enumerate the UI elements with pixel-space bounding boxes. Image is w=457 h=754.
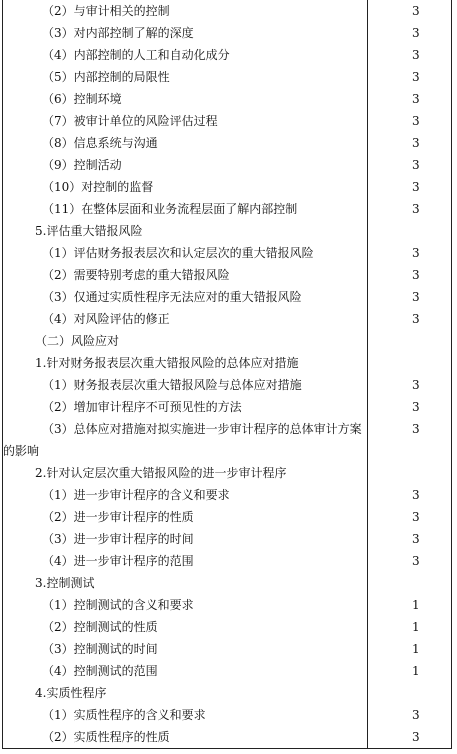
table-row: [3, 176, 451, 198]
level-cell: 3: [412, 708, 420, 722]
table-row: [3, 528, 451, 550]
level-cell: 3: [412, 180, 420, 194]
table-row: [3, 66, 451, 88]
table-row: [3, 594, 451, 616]
topic-cell: （4）进一步审计程序的范围: [3, 550, 368, 572]
topic-cell: （9）控制活动: [3, 154, 368, 176]
table-row: [3, 44, 451, 66]
level-cell: 3: [412, 554, 420, 568]
table-row: [3, 704, 451, 726]
table-row: [3, 308, 451, 330]
topic-text: （3）总体应对措施对拟实施进一步审计程序的总体审计方案的影响: [3, 422, 362, 458]
topic-cell: [3, 418, 368, 462]
level-cell: [368, 330, 451, 352]
table-row: [3, 242, 451, 264]
table-row: [3, 396, 451, 418]
level-cell: 3: [412, 290, 420, 304]
table-row: [3, 484, 451, 506]
topic-cell: 5.评估重大错报风险: [3, 220, 368, 242]
level-cell: 1: [412, 642, 420, 656]
level-cell: 3: [412, 4, 420, 18]
level-cell: 3: [412, 48, 420, 62]
topic-cell: （3）进一步审计程序的时间: [3, 528, 368, 550]
level-cell: [368, 352, 451, 374]
topic-cell: 4.实质性程序: [3, 682, 368, 704]
level-cell: 3: [412, 26, 420, 40]
level-cell: 3: [412, 488, 420, 502]
topic-cell: （6）控制环境: [3, 88, 368, 110]
level-cell: 3: [412, 70, 420, 84]
topic-cell: （2）实质性程序的性质: [3, 726, 368, 748]
table-row: [3, 418, 451, 462]
topic-cell: （二）风险应对: [3, 330, 368, 352]
topic-cell: （7）被审计单位的风险评估过程: [3, 110, 368, 132]
table-row: [3, 88, 451, 110]
topic-cell: （1）控制测试的含义和要求: [3, 594, 368, 616]
topic-cell: 3.控制测试: [3, 572, 368, 594]
topic-cell: （1）实质性程序的含义和要求: [3, 704, 368, 726]
level-cell: 3: [412, 422, 420, 436]
topic-cell: （2）进一步审计程序的性质: [3, 506, 368, 528]
syllabus-table: [2, 0, 452, 749]
topic-cell: （3）控制测试的时间: [3, 638, 368, 660]
topic-cell: （1）进一步审计程序的含义和要求: [3, 484, 368, 506]
topic-cell: （4）控制测试的范围: [3, 660, 368, 682]
level-cell: 3: [412, 114, 420, 128]
table-row: [3, 198, 451, 220]
table-row: [3, 660, 451, 682]
table-row: [3, 264, 451, 286]
level-cell: 3: [412, 378, 420, 392]
table-row: [3, 286, 451, 308]
table-row: [3, 0, 451, 22]
table-row: [3, 132, 451, 154]
topic-cell: （8）信息系统与沟通: [3, 132, 368, 154]
topic-cell: （1）评估财务报表层次和认定层次的重大错报风险: [3, 242, 368, 264]
level-cell: 3: [412, 730, 420, 744]
level-cell: 3: [412, 268, 420, 282]
table-row: [3, 154, 451, 176]
topic-cell: （4）内部控制的人工和自动化成分: [3, 44, 368, 66]
level-cell: 3: [412, 92, 420, 106]
level-cell: [368, 572, 451, 594]
level-cell: 1: [412, 620, 420, 634]
topic-cell: （3）对内部控制了解的深度: [3, 22, 368, 44]
table-row: [3, 572, 451, 594]
level-cell: 3: [412, 312, 420, 326]
table-row: [3, 220, 451, 242]
level-cell: 3: [412, 532, 420, 546]
topic-cell: （4）对风险评估的修正: [3, 308, 368, 330]
level-cell: 3: [412, 136, 420, 150]
topic-cell: 1.针对财务报表层次重大错报风险的总体应对措施: [3, 352, 368, 374]
table-row: [3, 616, 451, 638]
table-row: [3, 374, 451, 396]
level-cell: 3: [412, 246, 420, 260]
topic-cell: （2）与审计相关的控制: [3, 0, 368, 22]
level-cell: [368, 220, 451, 242]
level-cell: 1: [412, 664, 420, 678]
table-row: [3, 22, 451, 44]
table-row: [3, 726, 451, 748]
topic-cell: 2.针对认定层次重大错报风险的进一步审计程序: [3, 462, 368, 484]
table-row: [3, 330, 451, 352]
table-row: [3, 352, 451, 374]
level-cell: 3: [412, 400, 420, 414]
table-row: [3, 682, 451, 704]
table-row: [3, 638, 451, 660]
level-cell: 3: [412, 510, 420, 524]
level-cell: 3: [412, 202, 420, 216]
table-row: [3, 506, 451, 528]
table-row: [3, 462, 451, 484]
level-cell: [368, 462, 451, 484]
level-cell: [368, 682, 451, 704]
topic-cell: （2）控制测试的性质: [3, 616, 368, 638]
table-row: [3, 550, 451, 572]
topic-cell: （2）需要特别考虑的重大错报风险: [3, 264, 368, 286]
level-cell: 1: [412, 598, 420, 612]
topic-cell: （3）仅通过实质性程序无法应对的重大错报风险: [3, 286, 368, 308]
topic-cell: （5）内部控制的局限性: [3, 66, 368, 88]
level-cell: 3: [412, 158, 420, 172]
topic-cell: （2）增加审计程序不可预见性的方法: [3, 396, 368, 418]
topic-cell: （1）财务报表层次重大错报风险与总体应对措施: [3, 374, 368, 396]
topic-cell: （10）对控制的监督: [3, 176, 368, 198]
table-row: [3, 110, 451, 132]
topic-cell: （11）在整体层面和业务流程层面了解内部控制: [3, 198, 368, 220]
